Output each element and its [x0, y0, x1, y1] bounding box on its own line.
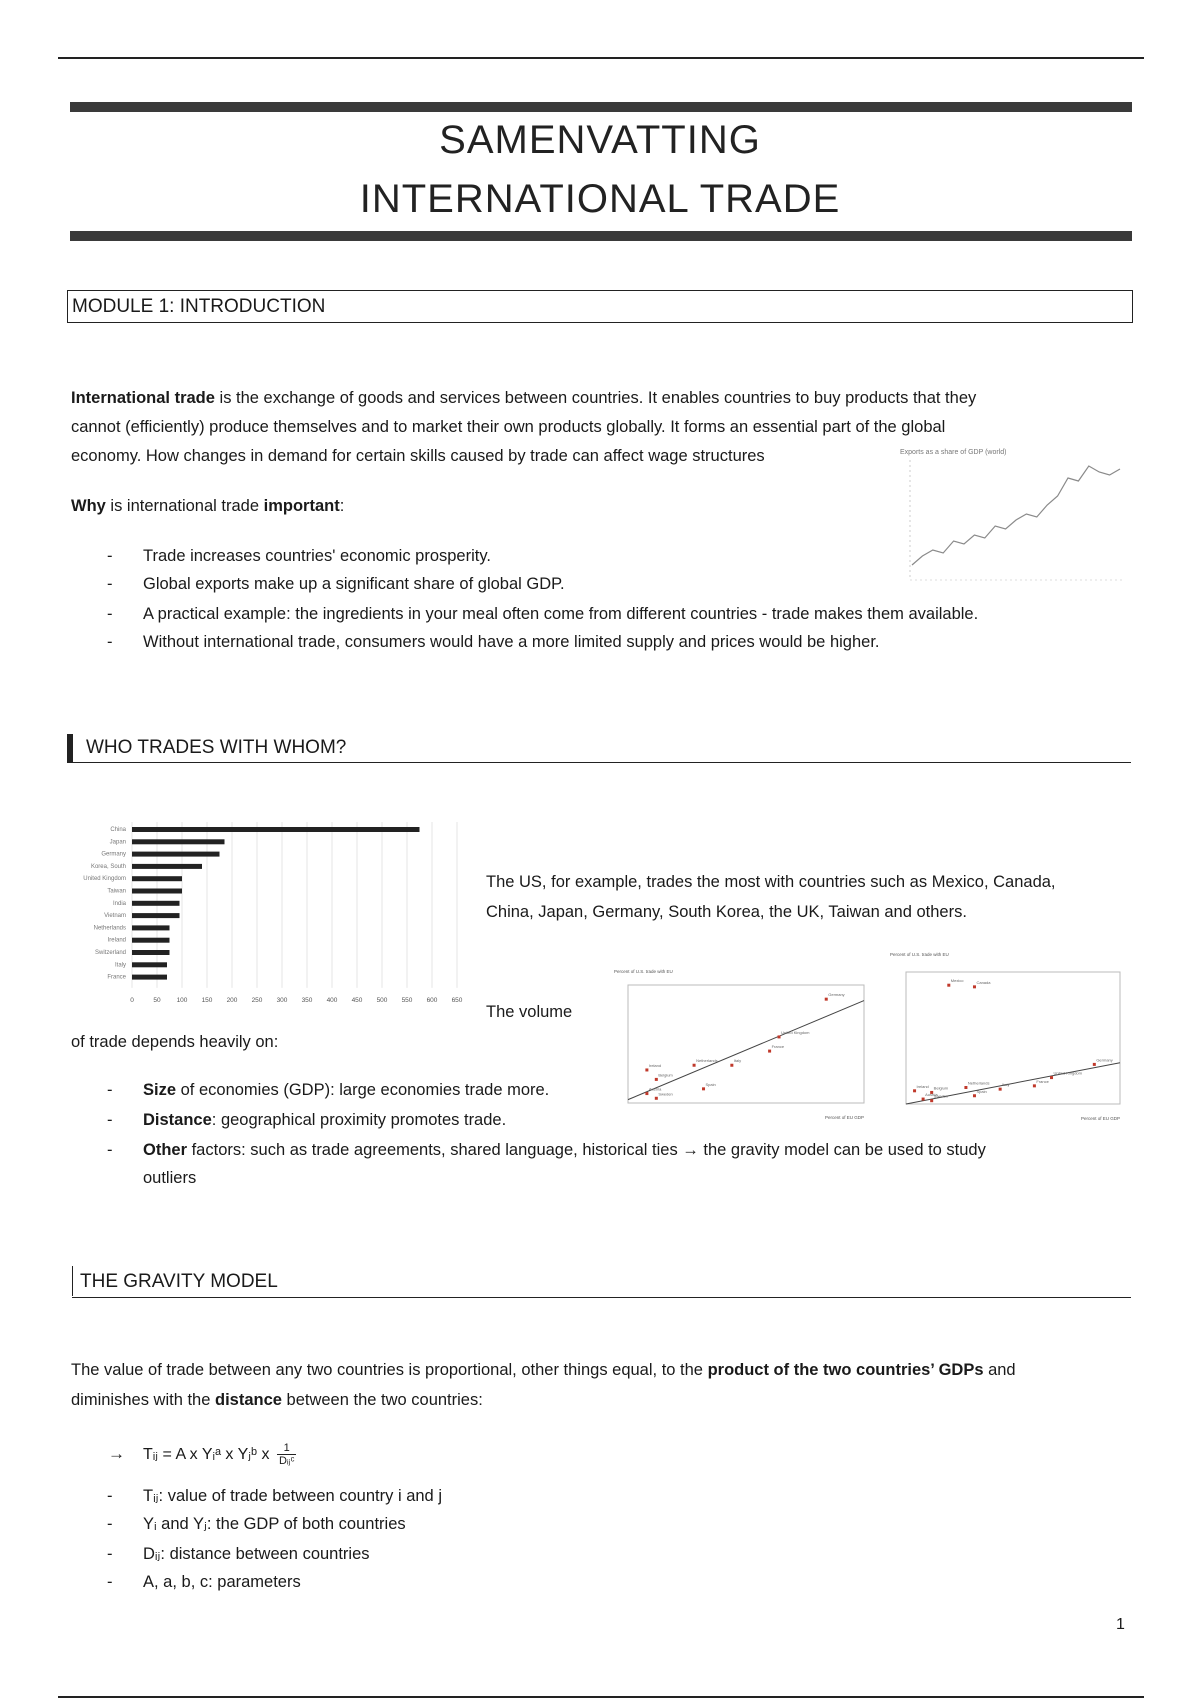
bar-tick-label: 350	[301, 996, 313, 1004]
bar	[132, 938, 170, 943]
bar	[132, 839, 225, 844]
bar	[132, 913, 180, 918]
scatter-point	[930, 1099, 933, 1102]
scatter-point	[768, 1050, 771, 1053]
gravity-line-1	[71, 1356, 1016, 1385]
intro-line-1	[71, 384, 976, 413]
scatter-point-label: Ireland	[648, 1062, 662, 1068]
scatter-point-label: Netherlands	[696, 1058, 718, 1064]
exports-share-chart	[890, 440, 1130, 590]
gravity-bold: product of the two countries’ GDPs	[707, 1361, 984, 1379]
bullet-bold: Distance	[143, 1111, 212, 1129]
why-important: important	[263, 497, 340, 515]
scatter-point-label: Sweden	[933, 1093, 949, 1099]
gravity-text: diminishes with the	[71, 1391, 215, 1409]
section-heading-gravity: THE GRAVITY MODEL	[80, 1271, 278, 1292]
scatter-point-label: Belgium	[658, 1072, 673, 1078]
bar-category-label: France	[107, 974, 126, 981]
fraction-numerator: 1	[277, 1442, 297, 1455]
bullet-text: A practical example: the ingredients in your meal often come from different countries - trade makes them available.	[143, 605, 979, 623]
bullet-text: : geographical proximity promotes trade.	[211, 1111, 507, 1129]
bar-category-label: China	[110, 827, 126, 833]
intro-line-3: economy. How changes in demand for certain skills caused by trade can affect wage structures	[71, 447, 765, 465]
scatter-point	[730, 1064, 733, 1067]
page-title-line2: INTERNATIONAL TRADE	[359, 177, 841, 221]
bar-tick-label: 200	[226, 996, 238, 1004]
scatter-point-label: United Kingdom	[1053, 1070, 1082, 1076]
scatter-point	[645, 1092, 648, 1095]
bar	[132, 962, 167, 967]
bar-category-label: Switzerland	[94, 950, 126, 956]
bullet-text: Global exports make up a significant share of global GDP.	[143, 575, 565, 593]
formula-fraction	[277, 1442, 297, 1467]
bar-tick-label: 50	[153, 996, 161, 1004]
bullet-text: Trade increases countries' economic prosperity.	[143, 547, 491, 565]
intro-line-1-text: is the exchange of goods and services between countries. It enables countries to buy products that they	[214, 389, 977, 407]
gravity-text: and	[983, 1361, 1016, 1379]
scatter-point	[913, 1089, 916, 1092]
bar-category-label: Japan	[109, 839, 126, 846]
bar-tick-label: 0	[130, 996, 134, 1004]
gravity-text: between the two countries:	[281, 1391, 483, 1409]
bar-category-label: Netherlands	[93, 925, 126, 932]
bar-tick-label: 650	[451, 996, 463, 1004]
bar-category-label: Ireland	[107, 937, 126, 944]
scatter-ylabel: Percent of U.S. trade with EU	[614, 969, 673, 974]
bar	[132, 827, 420, 832]
bar-category-label: Germany	[101, 851, 126, 858]
definition-text: Dᵢⱼ: distance between countries	[143, 1545, 370, 1563]
bullet-continuation: outliers	[143, 1169, 197, 1187]
bullet-bold: Other	[143, 1141, 188, 1159]
intro-term: International trade	[71, 389, 215, 407]
scatter-point-label: Spain	[705, 1081, 716, 1087]
bullet-bold: Size	[143, 1081, 177, 1099]
page-number: 1	[1116, 1616, 1125, 1633]
module-heading: MODULE 1: INTRODUCTION	[67, 290, 1133, 323]
scatter-point-label: Austria	[925, 1092, 938, 1098]
scatter-point-label: Canada	[976, 979, 991, 985]
scatter-point-label: Netherlands	[967, 1080, 990, 1086]
scatter-point-label: Ireland	[916, 1083, 929, 1089]
bar-tick-label: 250	[251, 996, 263, 1004]
bar	[132, 852, 220, 857]
bar	[132, 901, 180, 906]
scatter-point	[655, 1097, 658, 1100]
gravity-line-2	[71, 1386, 483, 1415]
why-end: :	[339, 497, 345, 515]
scatter-point	[655, 1078, 658, 1081]
bar-tick-label: 500	[376, 996, 388, 1004]
formula-text: Tᵢⱼ = A x Yᵢᵃ x Yⱼᵇ x	[143, 1446, 270, 1463]
bar-tick-label: 450	[351, 996, 363, 1004]
scatter-point-label: Germany	[1096, 1057, 1113, 1063]
gravity-formula	[143, 1441, 296, 1469]
trade-partners-bar-chart	[70, 820, 470, 1020]
top-rule	[58, 57, 1144, 59]
intro-line-2: cannot (efficiently) produce themselves and to market their own products globally. It forms an essential part of the global	[71, 418, 946, 436]
scatter-frame	[906, 972, 1120, 1104]
bar-category-label: India	[112, 900, 126, 907]
bar-category-label: Taiwan	[107, 888, 126, 895]
section-marker	[72, 1266, 73, 1296]
bar	[132, 925, 170, 930]
bar	[132, 889, 182, 894]
scatter-point-label: Italy	[1002, 1082, 1010, 1088]
scatter-point	[973, 985, 976, 988]
us-line-1: The US, for example, trades the most with countries such as Mexico, Canada,	[486, 873, 1056, 891]
scatter-point-label: United Kingdom	[781, 1029, 810, 1035]
scatter-ylabel: Percent of U.S. trade with EU	[890, 952, 949, 957]
scatter-point	[964, 1086, 967, 1089]
bar	[132, 864, 202, 869]
scatter-xlabel: Percent of EU GDP	[1080, 1116, 1120, 1121]
definition-text: Yᵢ and Yⱼ: the GDP of both countries	[143, 1515, 406, 1533]
section-underline	[67, 762, 1131, 763]
scatter-point-label: Sweden	[658, 1091, 673, 1097]
eu-gdp-scatter-chart-2	[888, 948, 1128, 1126]
scatter-point-label: Germany	[828, 992, 845, 998]
fraction-denominator: Dᵢⱼᶜ	[278, 1455, 295, 1468]
scatter-point	[999, 1088, 1002, 1091]
bar-tick-label: 300	[276, 996, 288, 1004]
bar-category-label: Vietnam	[104, 913, 126, 920]
title-bar-top	[70, 102, 1132, 112]
bar-category-label: Korea, South	[90, 863, 126, 870]
bullet-text: of economies (GDP): large economies trade more.	[176, 1081, 550, 1099]
bar	[132, 975, 167, 980]
scatter-point-label: Spain	[976, 1088, 987, 1094]
why-mid: is international trade	[105, 497, 264, 515]
section-underline	[72, 1297, 1131, 1298]
us-line-2: China, Japan, Germany, South Korea, the UK, Taiwan and others.	[486, 903, 967, 921]
scatter-point-label: Italy	[733, 1058, 742, 1064]
bar-category-label: Italy	[114, 962, 126, 969]
scatter-point	[1033, 1084, 1036, 1087]
gravity-text: The value of trade between any two countries is proportional, other things equal, to the	[71, 1361, 708, 1379]
bottom-rule	[58, 1696, 1144, 1698]
why-word: Why	[71, 497, 106, 515]
page-title-line1: SAMENVATTING	[439, 118, 761, 162]
scatter-point	[947, 984, 950, 987]
bullet-text: factors: such as trade agreements, shared language, historical ties → the gravity model can be used to study	[187, 1141, 986, 1159]
scatter-trend-line	[628, 1001, 864, 1100]
scatter-point	[645, 1068, 648, 1071]
eu-gdp-scatter-chart-1	[612, 965, 872, 1125]
bar	[132, 876, 182, 881]
exports-series-line	[912, 466, 1120, 565]
scatter-point-label: Mexico	[950, 978, 964, 984]
scatter-point-label: Austria	[648, 1086, 662, 1092]
section-marker	[67, 734, 73, 762]
bar-tick-label: 400	[326, 996, 338, 1004]
bar	[132, 950, 170, 955]
bar-category-label: United Kingdom	[83, 876, 126, 883]
arrow-icon: →	[108, 1444, 125, 1463]
scatter-point	[702, 1087, 705, 1090]
scatter-point-label: Belgium	[933, 1085, 949, 1091]
bar-tick-label: 100	[176, 996, 188, 1004]
volume-rest: of trade depends heavily on:	[71, 1033, 279, 1051]
title-bar-bottom	[70, 231, 1132, 241]
bar-tick-label: 600	[426, 996, 438, 1004]
why-line	[71, 492, 344, 521]
section-heading-who-trades: WHO TRADES WITH WHOM?	[86, 737, 347, 758]
scatter-point	[1050, 1076, 1053, 1079]
scatter-point	[1093, 1063, 1096, 1066]
bar-tick-label: 550	[401, 996, 413, 1004]
scatter-point	[973, 1094, 976, 1097]
scatter-point	[778, 1035, 781, 1038]
scatter-point	[922, 1098, 925, 1101]
scatter-point-label: France	[771, 1044, 785, 1050]
definition-text: Tᵢⱼ: value of trade between country i and j	[143, 1487, 442, 1505]
scatter-xlabel: Percent of EU GDP	[824, 1115, 864, 1120]
volume-start: The volume	[486, 1003, 573, 1021]
scatter-point	[693, 1064, 696, 1067]
gravity-bold: distance	[214, 1391, 282, 1409]
bullet-text: Without international trade, consumers would have a more limited supply and prices would be higher.	[143, 633, 880, 651]
scatter-point	[825, 998, 828, 1001]
bar-tick-label: 150	[201, 996, 213, 1004]
scatter-point-label: France	[1036, 1078, 1049, 1084]
definition-text: A, a, b, c: parameters	[143, 1573, 301, 1591]
exports-chart-title: Exports as a share of GDP (world)	[900, 449, 1007, 456]
